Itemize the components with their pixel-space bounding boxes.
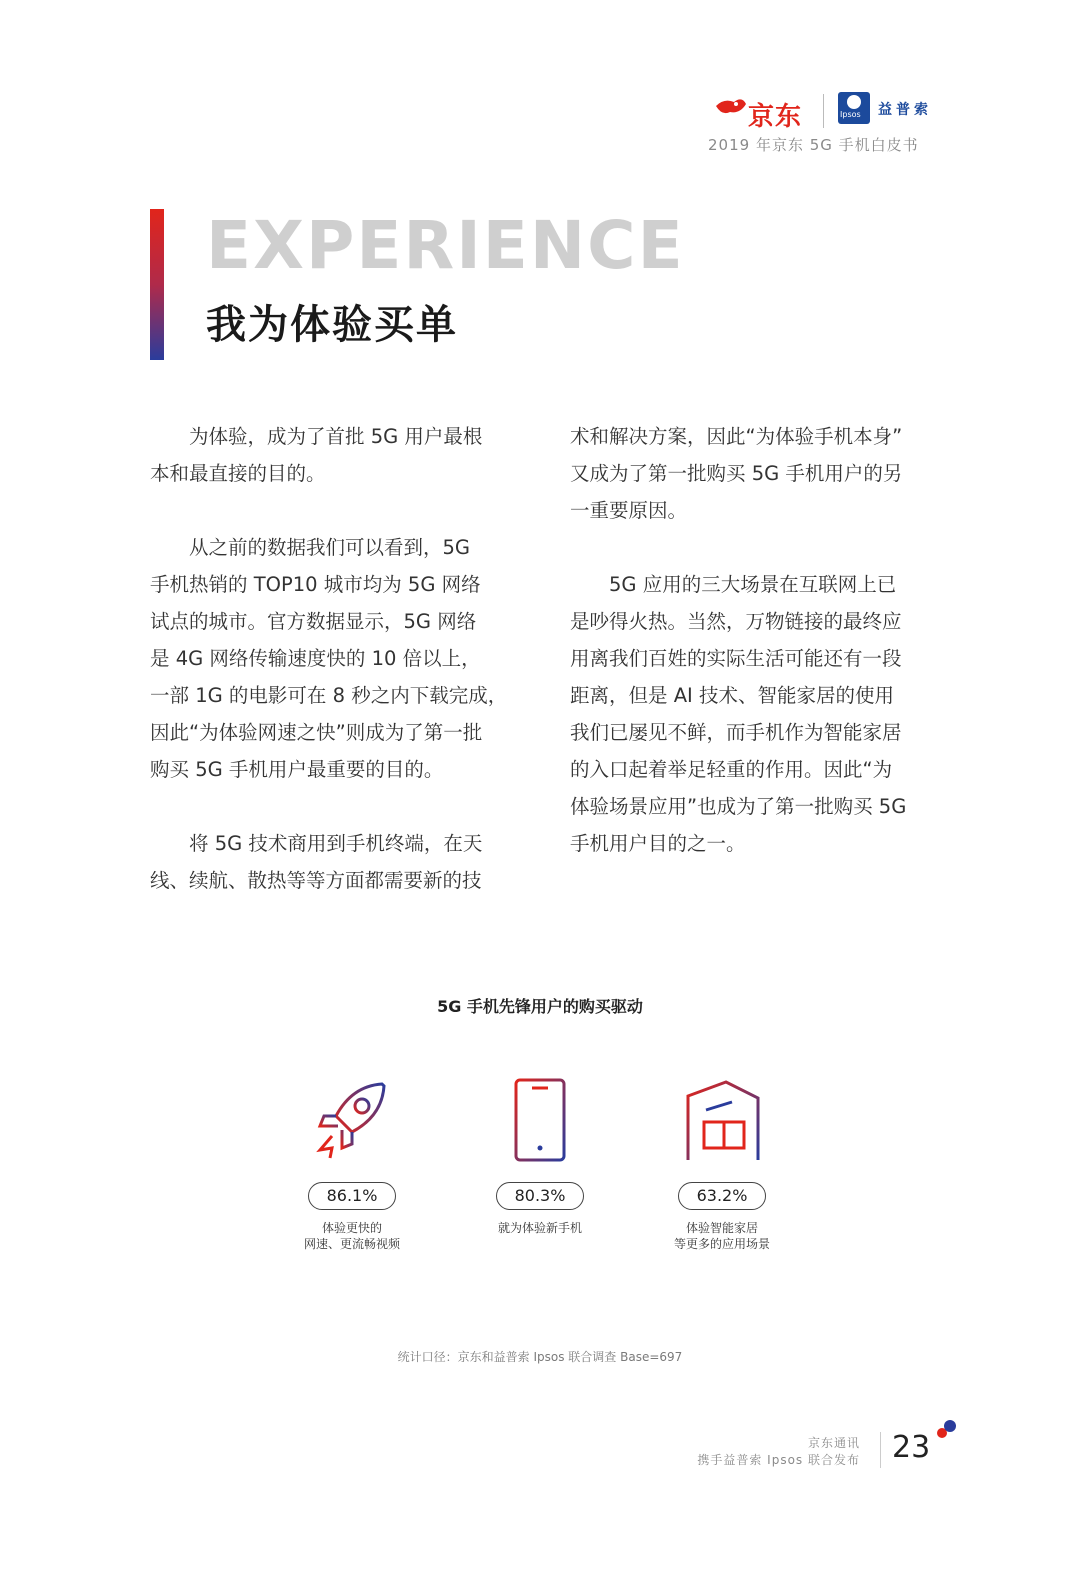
smartphone-icon bbox=[500, 1076, 580, 1166]
text-line: 购买 5G 手机用户最重要的目的。 bbox=[150, 758, 444, 781]
stat-item-faster-network bbox=[262, 1076, 442, 1252]
section-title-chinese: 我为体验买单 bbox=[206, 302, 458, 348]
stat-label-line: 等更多的应用场景 bbox=[673, 1237, 770, 1251]
text-line: 体验场景应用”也成为了第一批购买 5G bbox=[570, 795, 907, 818]
stat-item-smart-home bbox=[632, 1076, 812, 1252]
title-accent-bar bbox=[150, 209, 164, 360]
text-line: 本和最直接的目的。 bbox=[150, 462, 326, 485]
jd-mascot-logo bbox=[712, 92, 752, 128]
stat-label bbox=[632, 1220, 812, 1252]
text-line: 为体验，成为了首批 5G 用户最根 bbox=[150, 425, 483, 448]
text-line: 5G 应用的三大场景在互联网上已 bbox=[570, 573, 897, 596]
ipsos-circle-mark bbox=[847, 95, 861, 109]
figure-title: 5G 手机先锋用户的购买驱动 bbox=[437, 997, 643, 1016]
stat-value: 80.3% bbox=[496, 1182, 584, 1210]
stat-label-line: 体验智能家居 bbox=[685, 1221, 758, 1235]
stat-item-new-phone bbox=[450, 1076, 630, 1236]
stat-label-line: 体验更快的 bbox=[321, 1221, 382, 1235]
text-line: 是 4G 网络传输速度快的 10 倍以上， bbox=[150, 647, 481, 670]
stat-label bbox=[262, 1220, 442, 1252]
text-line: 一重要原因。 bbox=[570, 499, 688, 522]
paragraph bbox=[150, 825, 512, 899]
text-line: 一部 1G 的电影可在 8 秒之内下载完成， bbox=[150, 684, 508, 707]
text-line: 术和解决方案，因此“为体验手机本身” bbox=[570, 425, 903, 448]
paragraph bbox=[150, 418, 512, 492]
stat-label-line: 就为体验新手机 bbox=[497, 1221, 582, 1235]
stat-value: 63.2% bbox=[678, 1182, 766, 1210]
text-line: 的入口起着举足轻重的作用。因此“为 bbox=[570, 758, 893, 781]
smart-home-icon bbox=[682, 1076, 762, 1166]
text-line: 距离，但是 AI 技术、智能家居的使用 bbox=[570, 684, 894, 707]
text-line: 试点的城市。官方数据显示，5G 网络 bbox=[150, 610, 477, 633]
text-line: 手机热销的 TOP10 城市均为 5G 网络 bbox=[150, 573, 481, 596]
data-source-note: 统计口径：京东和益普索 Ipsos 联合调查 Base=697 bbox=[397, 1350, 683, 1364]
text-line: 是吵得火热。当然，万物链接的最终应 bbox=[570, 610, 902, 633]
footer-credit: 携手益普索 Ipsos 联合发布 bbox=[697, 1453, 860, 1467]
text-line: 我们已屡见不鲜，而手机作为智能家居 bbox=[570, 721, 902, 744]
text-line: 因此“为体验网速之快”则成为了第一批 bbox=[150, 721, 483, 744]
logo-divider bbox=[823, 94, 824, 128]
right-text-column bbox=[570, 418, 932, 862]
footer-divider bbox=[880, 1432, 881, 1468]
section-title-english: EXPERIENCE bbox=[206, 207, 685, 284]
left-text-column bbox=[150, 418, 512, 899]
jd-brand-text: 京东 bbox=[748, 102, 803, 132]
text-line: 从之前的数据我们可以看到，5G bbox=[150, 536, 471, 559]
footer-publisher: 京东通讯 bbox=[807, 1436, 860, 1450]
stat-label-line: 网速、更流畅视频 bbox=[303, 1237, 400, 1251]
page-number: 23 bbox=[892, 1430, 931, 1465]
document-subtitle: 2019 年京东 5G 手机白皮书 bbox=[708, 136, 919, 154]
paragraph bbox=[150, 529, 512, 788]
stat-label bbox=[450, 1220, 630, 1236]
text-line: 将 5G 技术商用到手机终端，在天 bbox=[150, 832, 483, 855]
rocket-icon bbox=[312, 1076, 392, 1166]
text-line: 用离我们百姓的实际生活可能还有一段 bbox=[570, 647, 902, 670]
text-line: 线、续航、散热等等方面都需要新的技 bbox=[150, 869, 482, 892]
text-line: 手机用户目的之一。 bbox=[570, 832, 746, 855]
ipsos-brand-text: 益普索 bbox=[878, 102, 932, 118]
text-line: 又成为了第一批购买 5G 手机用户的另 bbox=[570, 462, 903, 485]
ipsos-badge-text: Ipsos bbox=[840, 110, 861, 119]
ipsos-logo bbox=[838, 92, 870, 124]
paragraph bbox=[570, 566, 932, 862]
decorative-dot-blue bbox=[944, 1420, 956, 1432]
stat-value: 86.1% bbox=[308, 1182, 396, 1210]
paragraph bbox=[570, 418, 932, 529]
